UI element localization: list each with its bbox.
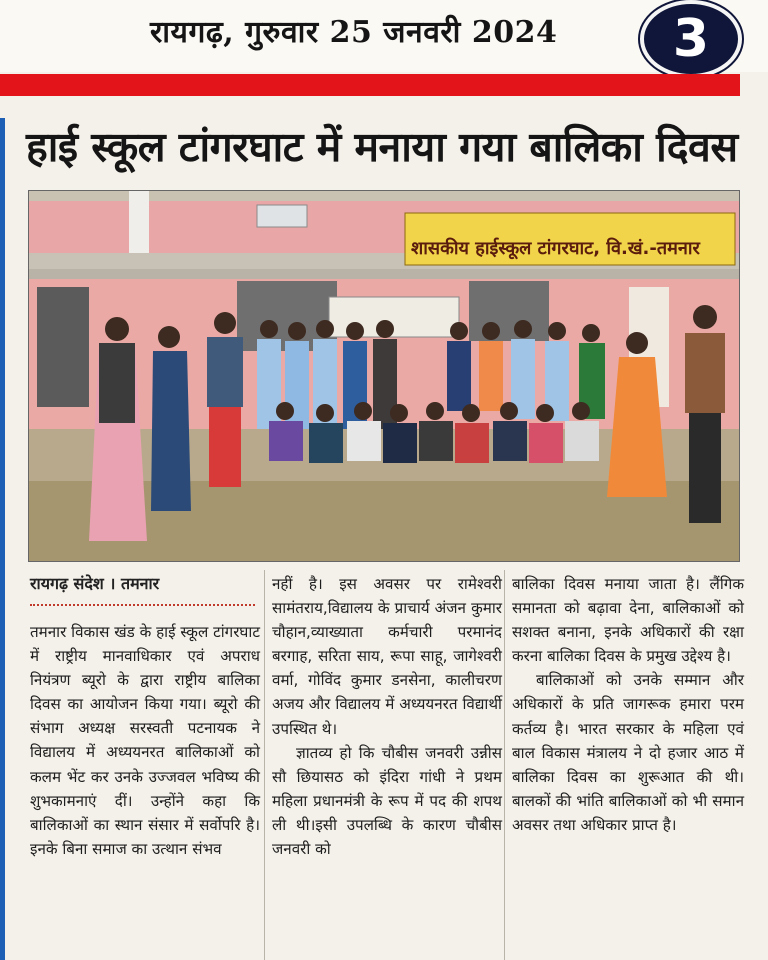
masthead <box>0 0 768 72</box>
article-byline: रायगढ़ संदेश । तमनार <box>30 574 160 593</box>
article-column-2 <box>272 572 502 861</box>
article-photo <box>28 190 740 562</box>
students-front-row <box>269 402 599 463</box>
upper-window <box>257 205 307 227</box>
page-number-badge: 3 <box>640 0 742 78</box>
left-blue-rule <box>0 118 5 960</box>
column-3-paragraph-2: बालिकाओं को उनके सम्मान और अधिकारों के प्रति जागरूक हमारा परम कर्तव्य है। भारत सरकार के महिला एवं बाल विकास मंत्रालय ने दो हजार आठ में बालिका दिवस का शुरूआत की थी। बालकों की भांति बालिकाओं को भी समान अवसर तथा अधिकार प्राप्त है। <box>512 671 744 834</box>
column-3-paragraph-1: बालिका दिवस मनाया जाता है। लैंगिक समानता को बढ़ावा देना, बालिकाओं को सशक्त बनाना, इनके अधिकारों की रक्षा करना बालिका दिवस के प्रमुख उद्देश्य है। <box>512 575 744 666</box>
column-1-paragraph-1: तमनार विकास खंड के हाई स्कूल टांगरघाट में राष्ट्रीय मानवाधिकार एवं अपराध नियंत्रण ब्यूरो के द्वारा राष्ट्रीय बालिका दिवस का आयोजन किया गया। ब्यूरो की संभाग अध्यक्ष सरस्वती पटनायक ने विद्यालय में अध्ययनरत बालिकाओं को कलम भेंट कर उनके उज्जवल भविष्य की शुभकामनाएं दीं। उन्होंने कहा कि बालिकाओं का स्थान संसार में सर्वोपरि है। इनके बिना समाज का उत्थान संभव <box>30 623 260 858</box>
byline-dotted-rule <box>30 604 255 606</box>
masthead-red-bar <box>0 74 740 96</box>
article-column-1 <box>30 620 260 861</box>
column-divider-1 <box>264 570 265 960</box>
group-photo-illustration <box>29 191 739 561</box>
dateline: रायगढ़, गुरुवार 25 जनवरी 2024 <box>150 15 558 50</box>
column-divider-2 <box>504 570 505 960</box>
article-column-3 <box>512 572 744 837</box>
column-2-paragraph-1: नहीं है। इस अवसर पर रामेश्वरी सामंतराय,विद्यालय के प्राचार्य अंजन कुमार चौहान,व्याख्याता कर्मचारी परमानंद बरगाह, सरिता साय, रूपा साहू, जागेश्वरी वर्मा, गोविंद कुमार डनसेना, कालीचरण अजय और विद्यालय में अध्ययनरत विद्यार्थी उपस्थित थे। <box>272 575 502 738</box>
column-2-paragraph-2: ज्ञातव्य हो कि चौबीस जनवरी उन्नीस सौ छियासठ को इंदिरा गांधी ने प्रथम महिला प्रधानमंत्री के रूप में पद की शपथ ली थी।इसी उपलब्धि के कारण चौबीस जनवरी को <box>272 743 502 859</box>
window-grill-2 <box>469 281 549 341</box>
signboard-text: शासकीय हाईस्कूल टांगरघाट, वि.खं.-तमनार <box>411 238 700 259</box>
signboard-top-text <box>429 220 432 229</box>
article-headline: हाई स्कूल टांगरघाट में मनाया गया बालिका दिवस <box>26 123 738 171</box>
doorway-left <box>37 287 89 407</box>
